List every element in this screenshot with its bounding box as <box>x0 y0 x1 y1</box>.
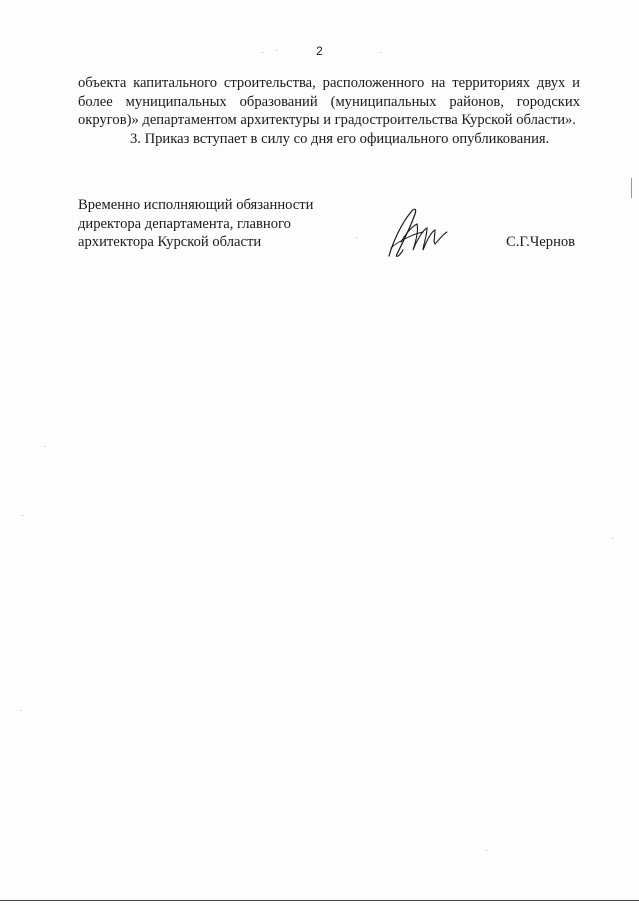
scan-speck <box>356 237 357 238</box>
document-body <box>78 74 580 148</box>
scan-speck <box>262 52 263 53</box>
signatory-name: С.Г.Чернов <box>506 234 576 250</box>
handwritten-signature <box>383 202 453 262</box>
scan-edge-mark <box>631 178 632 198</box>
signatory-title-line: архитектора Курской области <box>78 234 262 250</box>
scan-speck <box>612 538 613 539</box>
signatory-title <box>78 196 358 252</box>
scan-speck <box>276 50 277 51</box>
signatory-title-line: Временно исполняющий обязанности <box>78 197 314 213</box>
scan-speck <box>20 710 21 711</box>
scan-speck <box>486 850 487 851</box>
scan-speck <box>44 446 45 447</box>
page-number: 2 <box>316 44 323 58</box>
body-paragraph: объекта капитального строительства, расположенного на территориях двух и более муниципальных образований (муниципальных районов, городских округов)» департаментом архитектуры и градостроительства Курской области». <box>78 75 580 128</box>
signatory-title-line: директора департамента, главного <box>78 215 291 232</box>
body-paragraph: 3. Приказ вступает в силу со дня его официального опубликования. <box>130 130 550 147</box>
signature-block <box>78 196 583 266</box>
scan-bottom-edge <box>0 900 639 901</box>
scan-speck <box>22 515 23 516</box>
scan-speck <box>380 52 381 53</box>
